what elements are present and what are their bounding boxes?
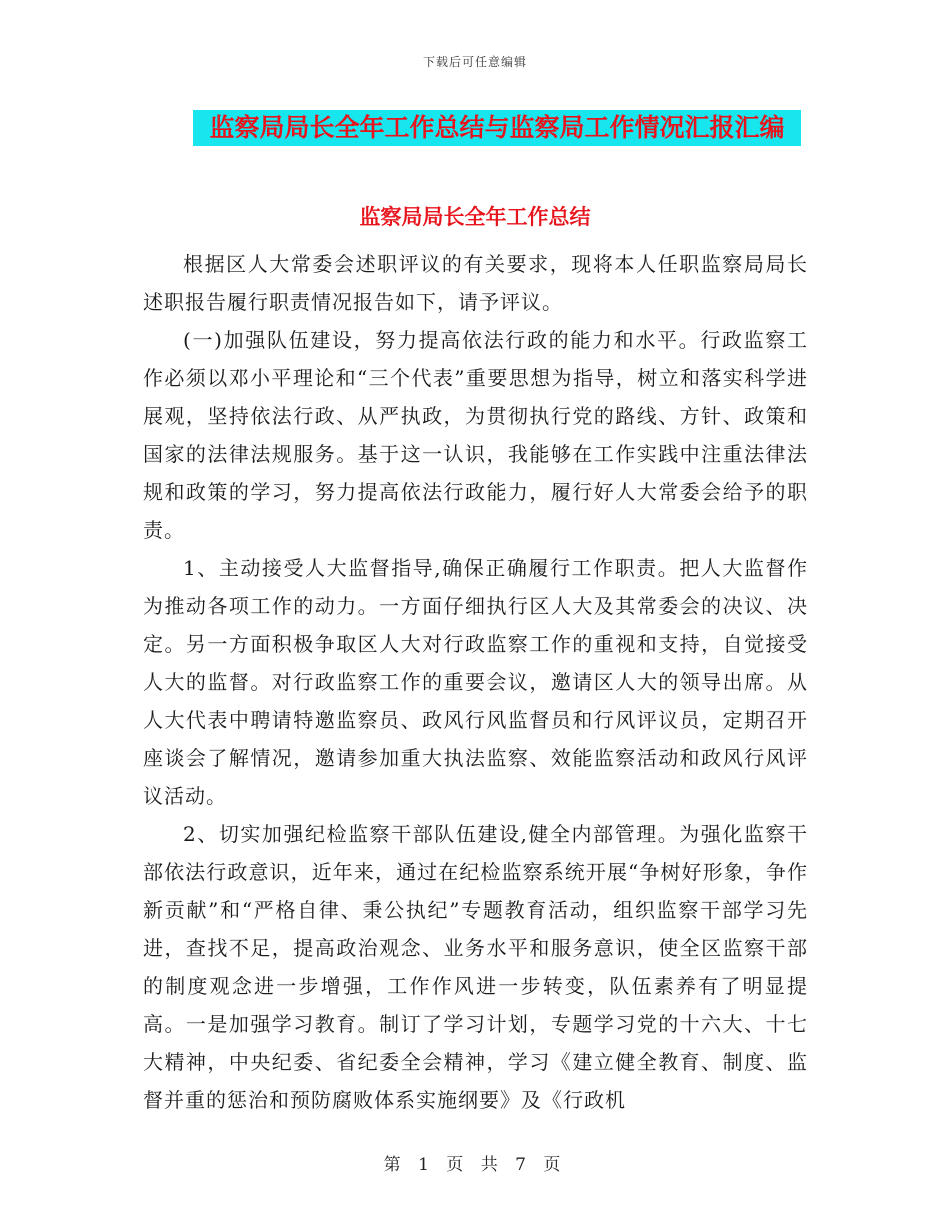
document-body — [143, 245, 808, 1119]
paragraph: 根据区人大常委会述职评议的有关要求，现将本人任职监察局局长述职报告履行职责情况报告如下，请予评议。 — [143, 252, 808, 314]
paragraph: 2、切实加强纪检监察干部队伍建设,健全内部管理。为强化监察干部依法行政意识，近年来，通过在纪检监察系统开展“争树好形象，争作新贡献”和“严格自律、秉公执纪”专题教育活动，组织监察干部学习先进，查找不足，提高政治观念、业务水平和服务意识，使全区监察干部的制度观念进一步增强，工作作风进一步转变，队伍素养有了明显提高。一是加强学习教育。制订了学习计划，专题学习党的十六大、十七大精神，中央纪委、省纪委全会精神，学习《建立健全教育、制度、监督并重的惩治和预防腐败体系实施纲要》及《行政机 — [143, 822, 808, 1112]
section-title: 监察局局长全年工作总结 — [359, 205, 591, 229]
main-title: 监察局局长全年工作总结与监察局工作情况汇报汇编 — [209, 113, 785, 142]
header-note: 下载后可任意编辑 — [422, 55, 527, 69]
paragraph: (一)加强队伍建设，努力提高依法行政的能力和水平。行政监察工作必须以邓小平理论和“三个代表”重要思想为指导，树立和落实科学进展观，坚持依法行政、从严执政，为贯彻执行党的路线、方针、政策和国家的法律法规服务。基于这一认识，我能够在工作实践中注重法律法规和政策的学习，努力提高依法行政能力，履行好人大常委会给予的职责。 — [143, 328, 808, 542]
page-footer: 第 1 页 共 7 页 — [383, 1155, 567, 1175]
paragraph: 1、主动接受人大监督指导,确保正确履行工作职责。把人大监督作为推动各项工作的动力。一方面仔细执行区人大及其常委会的决议、决定。另一方面积极争取区人大对行政监察工作的重视和支持，自觉接受人大的监督。对行政监察工作的重要会议，邀请区人大的领导出席。从人大代表中聘请特邀监察员、政风行风监督员和行风评议员，定期召开座谈会了解情况，邀请参加重大执法监察、效能监察活动和政风行风评议活动。 — [143, 556, 808, 808]
main-title-highlight — [193, 110, 801, 146]
